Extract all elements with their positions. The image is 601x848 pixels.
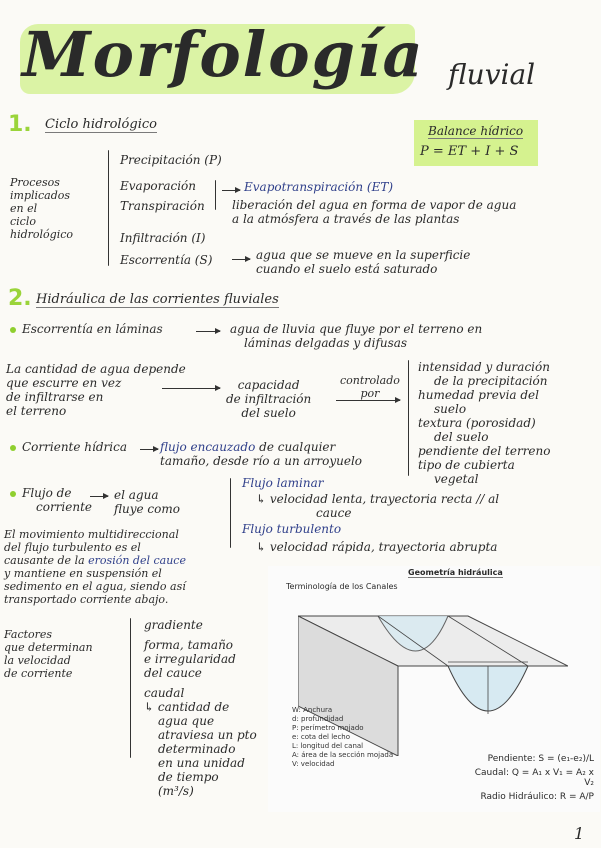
velocity-items: gradiente forma, tamaño e irregularidad del cauce caudal ↳ cantidad de agua que atraviesa un pto determinado en una unidad de tiempo (m³/s) bbox=[144, 618, 257, 798]
water-amount: La cantidad de agua depende que escurre en vez de infiltrarse en el terreno bbox=[6, 362, 186, 418]
figure-title: Terminología de los Canales bbox=[286, 582, 398, 591]
process-brace bbox=[108, 150, 109, 266]
section1-title: Ciclo hidrológico bbox=[45, 117, 157, 132]
evapotranspiration-label: Evapotranspiración (ET) bbox=[244, 180, 394, 194]
item-evaporation: Evaporación bbox=[120, 179, 197, 193]
figure-legend: W: Anchura d: profundidad P: perímetro mojado e: cota del lecho L: longitud del canal A: área de la sección mojada V: velocidad bbox=[292, 706, 394, 768]
page-subtitle: fluvial bbox=[448, 58, 536, 91]
section2-title: Hidráulica de las corrientes fluviales bbox=[36, 292, 279, 307]
section1-number: 1. bbox=[8, 112, 32, 137]
laminar-desc: ↳ velocidad lenta, trayectoria recta // al cauce bbox=[256, 492, 500, 520]
page-title: Morfología bbox=[22, 18, 425, 91]
runoff-note: agua que se mueve en la superficie cuando el suelo está saturado bbox=[256, 248, 471, 276]
turbulent-label: Flujo turbulento bbox=[242, 522, 342, 536]
balance-formula: P = ET + I + S bbox=[420, 144, 519, 159]
item-transpiration: Transpiración bbox=[120, 199, 205, 213]
stream: Corriente hídrica bbox=[10, 440, 127, 454]
sheet-runoff-desc: agua de lluvia que fluye por el terreno en láminas delgadas y difusas bbox=[230, 322, 483, 350]
multidirectional-note: El movimiento multidireccional del flujo turbulento es el causante de la erosión del cauce y mantiene en suspensión el sedimento en el agua, siendo así transportado corriente abajo. bbox=[4, 528, 186, 606]
infiltration-capacity: capacidad de infiltración del suelo bbox=[226, 378, 312, 420]
arrow-flow bbox=[90, 496, 108, 497]
arrow-sheet bbox=[196, 331, 220, 332]
figure-header: Geometría hidráulica bbox=[408, 568, 503, 577]
factors-brace bbox=[408, 360, 409, 476]
velocity-factors-label: Factores que determinan la velocidad de corriente bbox=[4, 628, 93, 680]
figure-formulas: Pendiente: S = (e₁-e₂)/L Caudal: Q = A₁ x V₁ = A₂ x V₂ Radio Hidráulico: R = A/P bbox=[474, 754, 594, 802]
arrow-runoff bbox=[232, 259, 250, 260]
page-number: 1 bbox=[574, 824, 585, 843]
factors-list: intensidad y duración de la precipitación humedad previa del suelo textura (porosidad) del suelo pendiente del terreno tipo de cubierta vegetal bbox=[418, 360, 551, 486]
arrow-capacity bbox=[162, 388, 220, 389]
flow-desc: el agua fluye como bbox=[114, 488, 180, 516]
channel-figure bbox=[268, 566, 600, 812]
turbulent-desc: ↳ velocidad rápida, trayectoria abrupta bbox=[256, 540, 498, 554]
item-infiltration: Infiltración (I) bbox=[120, 231, 206, 245]
arrow-stream bbox=[140, 449, 158, 450]
item-precipitation: Precipitación (P) bbox=[120, 153, 222, 167]
section2-number: 2. bbox=[8, 286, 32, 311]
balance-label: Balance hídrico bbox=[428, 124, 524, 138]
item-runoff: Escorrentía (S) bbox=[120, 253, 213, 267]
controlled-by: controlado por bbox=[340, 374, 400, 400]
process-label: Procesos implicados en el ciclo hidrológico bbox=[10, 176, 74, 241]
stream-desc: flujo encauzado de cualquier tamaño, desde río a un arroyuelo bbox=[160, 440, 363, 468]
transpiration-note: liberación del agua en forma de vapor de agua a la atmósfera a través de las plantas bbox=[232, 198, 517, 226]
flow-brace bbox=[230, 478, 231, 548]
arrow-et bbox=[222, 190, 240, 191]
velocity-brace bbox=[130, 618, 131, 758]
sheet-runoff: Escorrentía en láminas bbox=[10, 322, 163, 336]
et-brace bbox=[215, 180, 216, 210]
arrow-controlled bbox=[336, 400, 400, 401]
laminar-label: Flujo laminar bbox=[242, 476, 324, 490]
flow: Flujo de corriente bbox=[10, 486, 92, 514]
